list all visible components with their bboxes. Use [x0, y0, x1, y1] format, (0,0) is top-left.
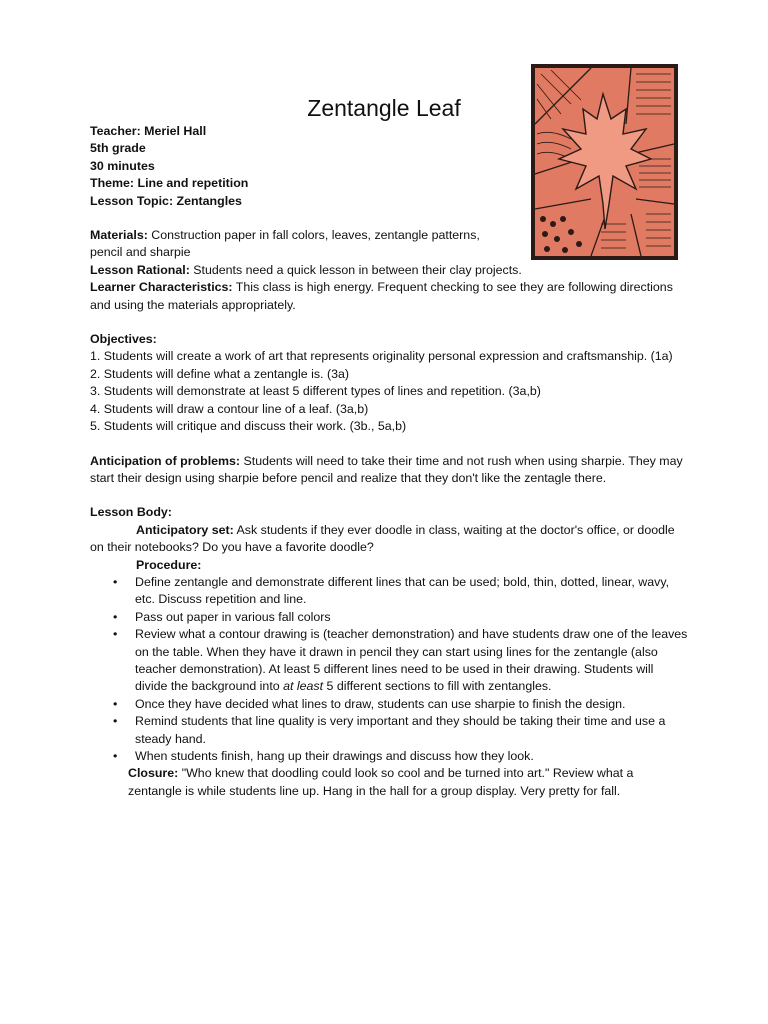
rationale-text: Students need a quick lesson in between their clay projects.	[189, 262, 522, 277]
objective-item: 3. Students will demonstrate at least 5 different types of lines and repetition. (3a,b)	[90, 384, 541, 399]
list-item: • Remind students that line quality is very important and they should be taking their time and use a steady hand.	[135, 713, 688, 748]
objective-item: 5. Students will critique and discuss their work. (3b., 5a,b)	[90, 419, 407, 434]
materials-paragraph	[90, 227, 688, 244]
rationale-label: Lesson Rational:	[90, 262, 190, 277]
list-item: • When students finish, hang up their drawings and discuss how they look.	[135, 748, 688, 765]
anticipatory-text: Ask students if they ever doodle in class, waiting at the doctor's office, or doodle on their notebooks? Do you have a favorite doodle?	[90, 522, 675, 555]
procedure-3-text: Review what a contour drawing is (teacher demonstration) and have students draw one of the leaves on the table. When they have it drawn in pencil they can start using lines for the zentangle (also teacher demonstration). At least 5 different lines need to be used in their drawing. Students will divide the background into	[135, 627, 688, 694]
procedure-label: Procedure:	[136, 557, 202, 572]
materials-text-2: pencil and sharpie	[90, 245, 191, 260]
anticipatory-paragraph	[90, 522, 688, 557]
learner-text: This class is high energy. Frequent checking to see they are following directions and using the materials appropriately.	[90, 280, 673, 312]
objective-item: 4. Students will draw a contour line of a leaf. (3a,b)	[90, 401, 369, 416]
objectives-label: Objectives:	[90, 332, 157, 347]
learner-paragraph	[90, 279, 688, 314]
lesson-body-label: Lesson Body:	[90, 505, 172, 520]
grade-line: 5th grade	[90, 141, 146, 156]
theme-line: Theme: Line and repetition	[90, 176, 249, 191]
procedure-3-emphasis: at least	[283, 679, 324, 694]
rationale-paragraph	[90, 262, 688, 279]
anticipatory-label: Anticipatory set:	[136, 522, 234, 537]
duration-line: 30 minutes	[90, 158, 155, 173]
objective-item: 1. Students will create a work of art that represents originality personal expression and craftsmanship. (1a)	[90, 349, 673, 364]
list-item: • Define zentangle and demonstrate different lines that can be used; bold, thin, dotted, linear, wavy, etc. Discuss repetition and line.	[135, 574, 688, 609]
closure-text: "Who knew that doodling could look so cool and be turned into art." Review what a zentangle is while students line up. Hang in the hall for a group display. Very pretty for fall.	[128, 766, 634, 798]
objective-item: 2. Students will define what a zentangle is. (3a)	[90, 366, 349, 381]
teacher-line: Teacher: Meriel Hall	[90, 124, 207, 138]
materials-text: Construction paper in fall colors, leaves, zentangle patterns,	[147, 228, 480, 243]
list-item	[135, 626, 688, 696]
closure-label: Closure:	[128, 766, 179, 781]
list-item: • Once they have decided what lines to draw, students can use sharpie to finish the design.	[135, 696, 688, 713]
procedure-3-tail: 5 different sections to fill with zentangles.	[323, 679, 552, 694]
closure-paragraph	[90, 765, 688, 800]
learner-label: Learner Characteristics:	[90, 280, 233, 295]
topic-line: Lesson Topic: Zentangles	[90, 193, 242, 208]
anticipation-paragraph	[90, 453, 688, 488]
list-item: • Pass out paper in various fall colors	[135, 609, 688, 626]
page-title: Zentangle Leaf	[307, 95, 461, 121]
procedure-list	[90, 574, 688, 765]
anticipation-label: Anticipation of problems:	[90, 453, 241, 468]
materials-label: Materials:	[90, 228, 148, 243]
anticipation-text: Students will need to take their time and not rush when using sharpie. They may start their design using sharpie before pencil and realize that they don't like the zentagle there.	[90, 453, 683, 485]
lesson-header	[90, 123, 688, 800]
